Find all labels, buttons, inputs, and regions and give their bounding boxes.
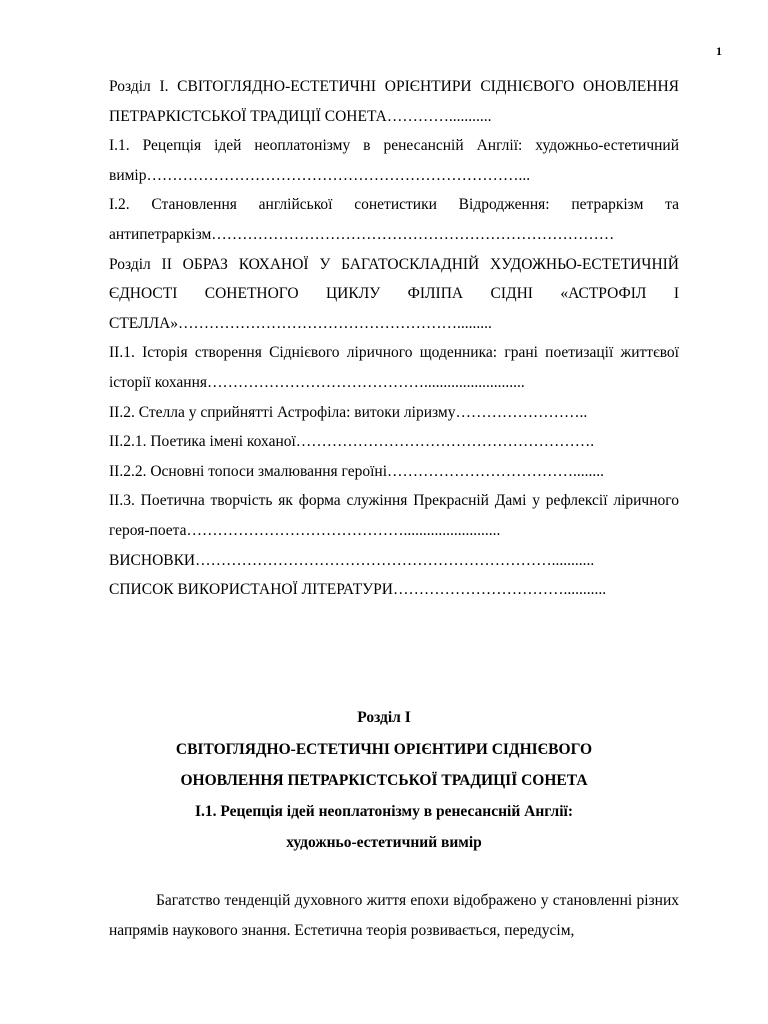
table-of-contents bbox=[109, 72, 679, 605]
section-title-line-1: СВІТОГЛЯДНО-ЕСТЕТИЧНІ ОРІЄНТИРИ СІДНІЄВОГО bbox=[175, 741, 593, 758]
toc-entry-chapter-1[interactable]: Розділ І. СВІТОГЛЯДНО-ЕСТЕТИЧНІ ОРІЄНТИРИ СІДНІЄВОГО ОНОВЛЕННЯ ПЕТРАРКІСТСЬКОЇ ТРАДИЦІЇ СОНЕТА…………........... bbox=[109, 78, 679, 125]
page-number: 1 bbox=[716, 44, 722, 58]
subsection-title-line-1: І.1. Рецепція ідей неоплатонізму в ренесансній Англії: bbox=[194, 803, 573, 820]
section-label: Розділ І bbox=[357, 709, 411, 726]
toc-entry-2-2-2[interactable]: ІІ.2.2. Основні топоси змалювання героїні………………………………........ bbox=[109, 462, 605, 480]
toc-entry-chapter-2[interactable]: Розділ ІІ ОБРАЗ КОХАНОЇ У БАГАТОСКЛАДНІЙ ХУДОЖНЬО-ЕСТЕТИЧНІЙ ЄДНОСТІ СОНЕТНОГО ЦИКЛУ ФІЛІПА СІДНІ «АСТРОФІЛ І СТЕЛЛА»………………………………………………......... bbox=[109, 255, 679, 332]
toc-entry-conclusions[interactable]: ВИСНОВКИ……………………………………………………………........... bbox=[109, 551, 595, 569]
toc-entry-2-1[interactable]: ІІ.1. Історія створення Сіднієвого ліричного щоденника: грані поетизації життєвої історії кохання…………………………………….......................... bbox=[109, 344, 679, 391]
toc-entry-1-2[interactable]: І.2. Становлення англійської сонетистики Відродження: петраркізм та антипетраркізм…………………………………………………………………… bbox=[109, 196, 679, 243]
section-title-line-2: ОНОВЛЕННЯ ПЕТРАРКІСТСЬКОЇ ТРАДИЦІЇ СОНЕТА bbox=[180, 772, 588, 789]
subsection-title-line-2: художньо-естетичний вимір bbox=[286, 834, 482, 851]
toc-entry-2-2[interactable]: ІІ.2. Стелла у сприйнятті Астрофіла: витоки ліризму…………………….. bbox=[109, 403, 588, 421]
body-paragraph: Багатство тенденцій духовного життя епохи відображено у становленні різних напрямів наукового знання. Естетична теорія розвивається, передусім, bbox=[109, 892, 679, 939]
toc-entry-2-3[interactable]: ІІ.3. Поетична творчість як форма служіння Прекрасній Дамі у рефлексії ліричного героя-поета……………………………………......................... bbox=[109, 492, 679, 539]
toc-entry-bibliography[interactable]: СПИСОК ВИКОРИСТАНОЇ ЛІТЕРАТУРИ……………………………........... bbox=[109, 581, 607, 599]
toc-entry-2-2-1[interactable]: ІІ.2.1. Поетика імені коханої…………………………………………………. bbox=[109, 433, 595, 451]
toc-entry-1-1[interactable]: І.1. Рецепція ідей неоплатонізму в ренесансній Англії: художньо-естетичний вимір………………………………………………………………... bbox=[109, 137, 679, 184]
